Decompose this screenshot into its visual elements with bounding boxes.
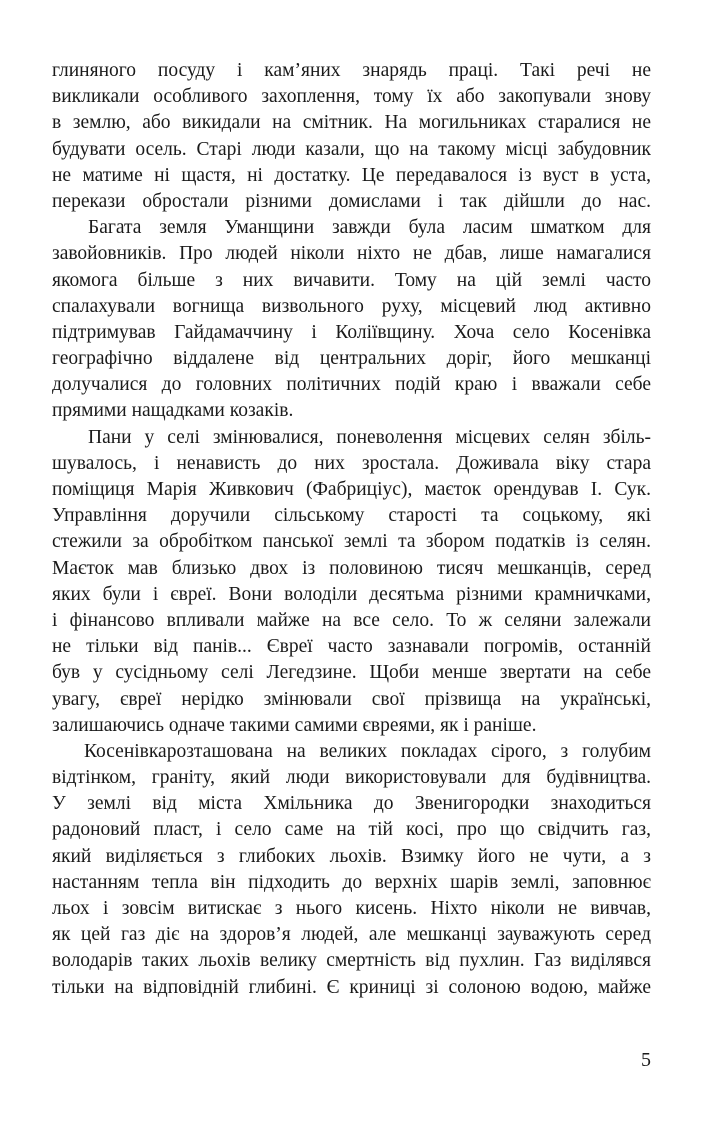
text-line: спалахували вогнища визвольного руху, місцевий люд активно (52, 295, 651, 317)
text-line: Маєток мав близько двох із половиною тисяч мешканців, серед (52, 557, 651, 579)
text-line: прямими нащадками козаків. (52, 400, 294, 422)
text-line: перекази обростали різними домислами і так дійшли до нас. (52, 190, 651, 212)
text-line: тільки на відповідній глибині. Є криниці зі солоною водою, майже (52, 976, 651, 998)
page-number: 5 (641, 1049, 651, 1071)
body-text (52, 58, 651, 1001)
text-line: підтримував Гайдамаччину і Коліївщину. Хоча село Косенівка (52, 321, 651, 343)
text-line: географічно віддалене від центральних доріг, його мешканці (52, 348, 651, 370)
paragraph-1 (52, 58, 651, 215)
paragraph-4 (52, 739, 651, 1001)
text-line: викликали особливого захоплення, тому їх або закопували знову (52, 86, 651, 108)
text-line: шувалось, і ненависть до них зростала. Доживала віку стара (52, 452, 651, 474)
text-line: якомога більше з них вичавити. Тому на цій землі часто (52, 269, 651, 291)
text-line: відтінком, граніту, який люди використовували для будівництва. (52, 767, 651, 789)
text-line: залишаючись одначе такими самими євреями, як і раніше. (52, 714, 537, 736)
text-line: поміщиця Марія Живкович (Фабриціус), маєток орендував І. Сук. (52, 479, 651, 500)
text-line: завойовників. Про людей ніколи ніхто не дбав, лише намагалися (52, 243, 651, 265)
text-line: і фінансово впливали майже на все село. То ж селяни залежали (52, 609, 651, 631)
text-line: був у сусідньому селі Легедзине. Щоби менше звертати на себе (52, 662, 651, 684)
text-line: Пани у селі змінювалися, поневолення місцевих селян збіль- (88, 426, 651, 448)
text-line: як цей газ діє на здоров’я людей, але мешканці зауважують серед (52, 924, 651, 946)
text-line: долучалися до головних політичних подій краю і вважали себе (52, 374, 651, 396)
text-line: льох і зовсім витискає з нього кисень. Ніхто ніколи не вивчав, (52, 898, 651, 919)
text-line: не тільки від панів... Євреї часто зазнавали погромів, останній (52, 636, 651, 658)
text-line: не матиме ні щастя, ні достатку. Це передавалося із вуст в уста, (52, 164, 651, 186)
text-line: радоновий пласт, і село саме на тій косі, про що свідчить газ, (52, 819, 651, 841)
text-line: володарів таких льохів велику смертність від пухлин. Газ виділявся (52, 950, 651, 972)
text-line: який виділяється з глибоких льохів. Взимку його не чути, а з (52, 845, 651, 867)
text-line: будувати осель. Старі люди казали, що на такому місці забудовник (52, 138, 651, 160)
text-line: Косенівкарозташована на великих покладах сірого, з голубим (84, 740, 651, 762)
paragraph-2 (52, 215, 651, 425)
text-line: настанням тепла він підходить до верхніх шарів землі, заповнює (52, 871, 651, 893)
text-line: в землю, або викидали на смітник. На могильниках старалися не (52, 112, 651, 134)
text-line: У землі від міста Хмільника до Звенигородки знаходиться (52, 793, 651, 815)
text-line: Багата земля Уманщини завжди була ласим шматком для (88, 217, 651, 239)
paragraph-3 (52, 425, 651, 739)
text-line: яких були і євреї. Вони володіли десятьма різними крамничками, (52, 583, 651, 605)
text-line: стежили за обробітком панської землі та збором податків із селян. (52, 531, 651, 553)
text-line: Управління доручили сільському старості та соцькому, які (52, 505, 651, 527)
text-line: глиняного посуду і кам’яних знарядь праці. Такі речі не (52, 60, 651, 81)
text-line: увагу, євреї нерідко змінювали свої прізвища на українські, (52, 688, 651, 710)
